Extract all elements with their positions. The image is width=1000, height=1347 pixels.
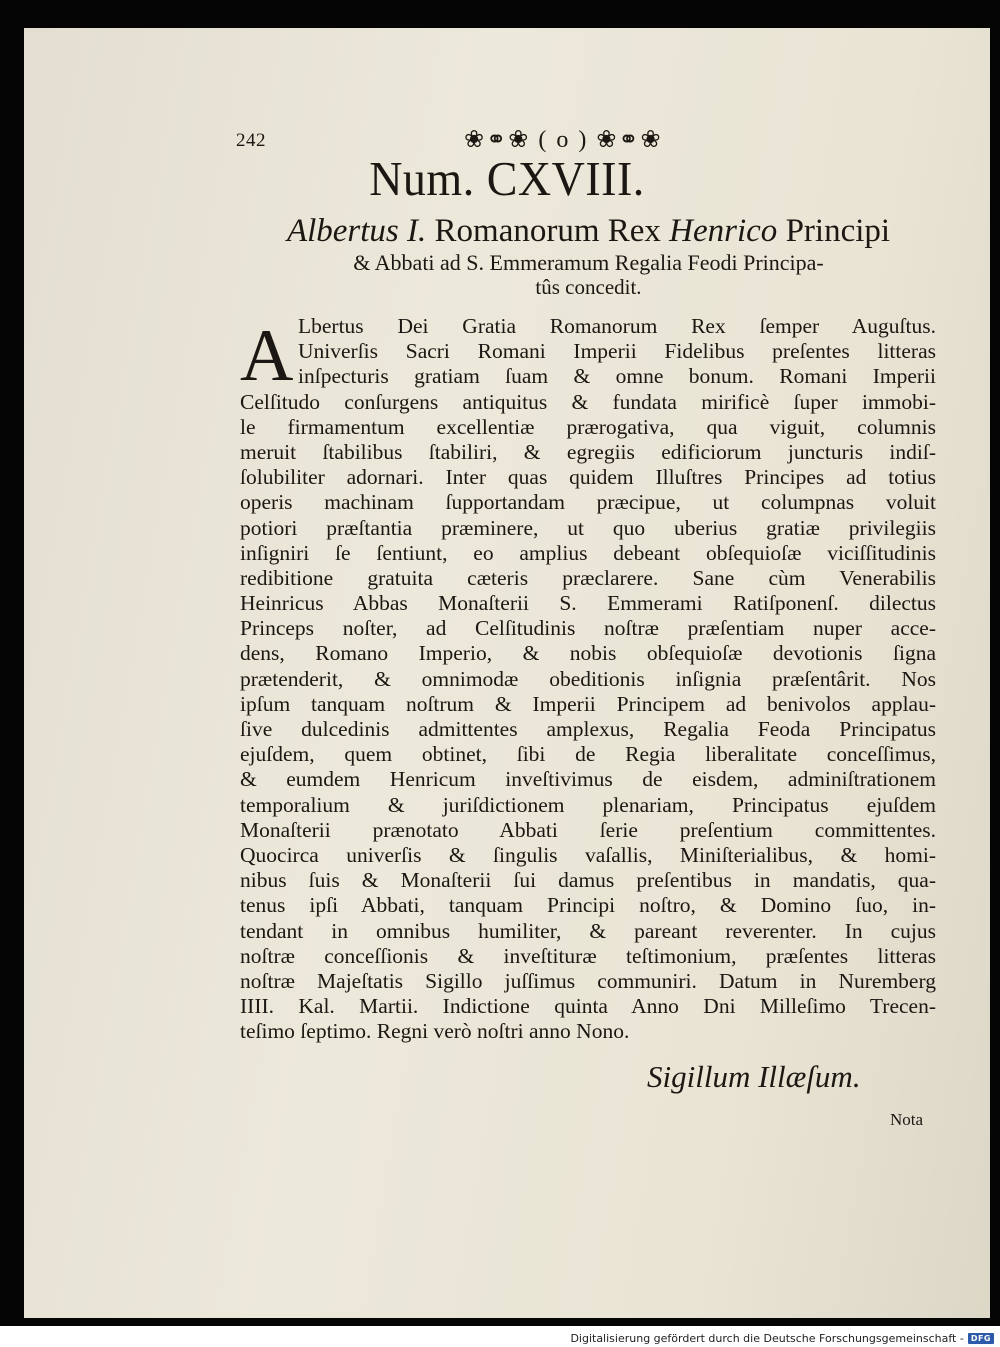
- text-line: prætenderit, & omnimodæ obeditionis inſignia præſentârit. Nos: [240, 666, 936, 691]
- credit-text: Digitalisierung gefördert durch die Deutsche Forschungsgemeinschaft -: [570, 1332, 964, 1345]
- text-line: Quocirca univerſis & ſingulis vaſallis, Miniſterialibus, & homi-: [240, 842, 936, 867]
- digitization-credit: [570, 1332, 994, 1345]
- text-line: noſtræ conceſſionis & inveſtituræ teſtimonium, præſentes litteras: [240, 943, 936, 968]
- text-line: potiori præſtantia præminere, ut quo uberius gratiæ privilegiis: [240, 515, 936, 540]
- text-line: tenus ipſi Abbati, tanquam Principi noſtro, & Domino ſuo, in-: [240, 893, 936, 918]
- title-line-2: & Abbati ad S. Emmeramum Regalia Feodi Principa-: [353, 249, 824, 275]
- text-line: tendant in omnibus humiliter, & pareant reverenter. In cujus: [240, 918, 936, 943]
- title-middle: Romanorum Rex: [434, 213, 661, 249]
- charter-text: [240, 314, 936, 1044]
- text-line: Lbertus Dei Gratia Romanorum Rex ſemper Auguſtus.: [298, 314, 936, 338]
- text-line: teſimo ſeptimo. Regni verò noſtri anno Nono.: [240, 1019, 630, 1044]
- text-line: ſolubiliter adornari. Inter quas quidem Illuſtres Principes ad totius: [240, 465, 936, 490]
- text-line: IIII. Kal. Martii. Indictione quinta Anno Dni Milleſimo Trecen-: [240, 994, 936, 1019]
- text-line: ipſum tanquam noſtrum & Imperii Principem ad benivolos applau-: [240, 691, 936, 716]
- text-line: Heinricus Abbas Monaſterii S. Emmerami Ratiſponenſ. dilectus: [240, 591, 936, 616]
- text-line: ſive dulcedinis admittentes amplexus, Regalia Feoda Principatus: [240, 717, 936, 741]
- text-line: inſpecturis gratiam ſuam & omne bonum. Romani Imperii: [298, 364, 936, 389]
- text-line: temporalium & juriſdictionem plenariam, Principatus ejuſdem: [240, 792, 936, 817]
- document-number-heading: Num. CXVIII.: [369, 151, 645, 206]
- book-page: [24, 28, 990, 1318]
- seal-note: Sigillum Illæſum.: [647, 1059, 861, 1094]
- page-number: 242: [236, 130, 266, 151]
- text-line: Celſitudo conſurgens antiquitus & fundata mirificè ſuper immobi-: [240, 389, 936, 414]
- header-ornament: ❀⚭❀ ( o ) ❀⚭❀: [464, 127, 663, 153]
- text-line: nibus ſuis & Monaſterii ſui damus preſentibus in mandatis, qua-: [240, 868, 936, 893]
- document-title: [236, 214, 941, 299]
- title-name: Albertus I.: [286, 213, 427, 249]
- text-line: noſtræ Majeſtatis Sigillo juſſimus communiri. Datum in Nuremberg: [240, 968, 936, 993]
- catchword: Nota: [890, 1110, 924, 1129]
- drop-capital: A: [240, 315, 294, 397]
- title-name-2: Henrico: [669, 213, 778, 249]
- text-line: & eumdem Henricum inveſtivimus de eisdem, adminiſtrationem: [240, 767, 936, 792]
- text-line: le firmamentum excellentiæ prærogativa, qua viguit, columnis: [240, 414, 936, 439]
- dfg-logo-icon: DFG: [968, 1333, 994, 1344]
- text-line: redibitione gratuita cæteris præclarere. Sane cùm Venerabilis: [240, 565, 936, 590]
- text-line: operis machinam ſupportandam præcipue, ut columpnas voluit: [240, 490, 936, 515]
- text-line: Monaſterii prænotato Abbati ſerie preſentium committentes.: [240, 817, 936, 842]
- title-line-3: tûs concedit.: [535, 275, 642, 300]
- text-line: inſigniri ſe ſentiunt, eo amplius debeant obſequioſæ viciſſitudinis: [240, 540, 936, 565]
- text-line: dens, Romano Imperio, & nobis obſequioſæ devotionis ſigna: [240, 641, 936, 666]
- text-line: ejuſdem, quem obtinet, ſibi de Regia liberalitate conceſſimus,: [240, 742, 936, 767]
- text-line: Univerſis Sacri Romani Imperii Fidelibus preſentes litteras: [298, 339, 936, 364]
- title-line-1: [236, 214, 941, 249]
- text-line: meruit ſtabilibus ſtabiliri, & egregiis edificiorum juncturis indiſ-: [240, 439, 936, 464]
- title-end: Principi: [785, 213, 891, 249]
- text-line: Princeps noſter, ad Celſitudinis noſtræ præſentiam nuper acce-: [240, 616, 936, 641]
